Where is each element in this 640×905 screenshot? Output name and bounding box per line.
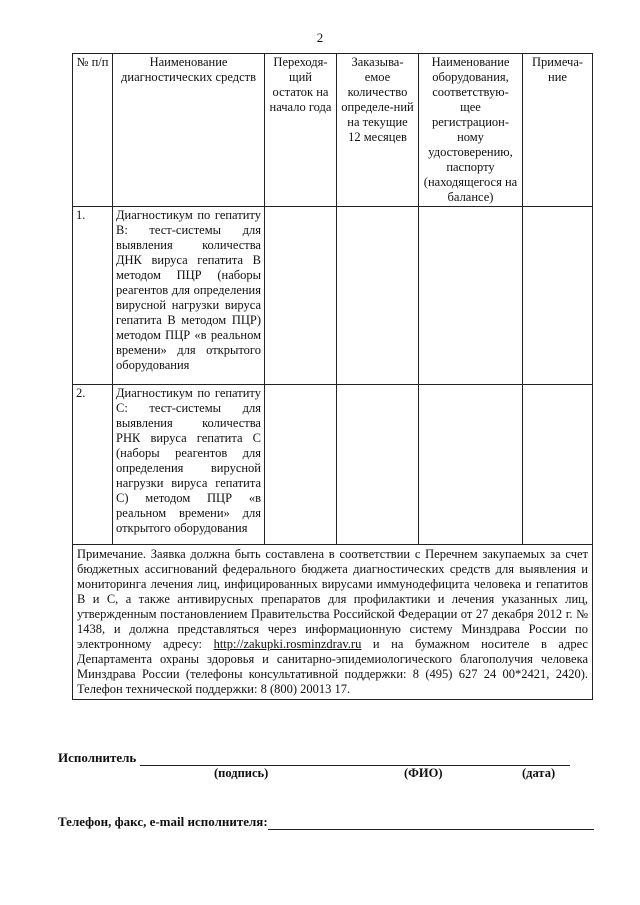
header-note: Примеча-ние: [523, 54, 593, 207]
row-num: 2.: [73, 385, 113, 545]
executor-signature-field[interactable]: [140, 753, 570, 766]
contact-line: [58, 814, 598, 830]
note-text-2: и на бумажном носителе в адрес Департамента охраны здоровья и санитарно-эпидемиологического благополучия человека Минздрава России (телефоны консультативной поддержки: 8 (495) 627 24 00*2421, 2420). Телефон технической поддержки: 8 (800) 20013 17.: [77, 637, 588, 696]
header-num: № п/п: [73, 54, 113, 207]
row-cell-empty: [523, 385, 593, 545]
executor-label: Исполнитель: [58, 750, 137, 765]
header-equipment: Наименование оборудования, соответствую-щее регистрацион-ному удостоверению, паспорту (находящегося на балансе): [419, 54, 523, 207]
row-name: Диагностикум по гепатиту В: тест-системы для выявления количества ДНК вируса гепатита В методом ПЦР (наборы реагентов для определения вирусной нагрузки вируса гепатита В методом ПЦР) методом ПЦР «в реальном времени» для открытого оборудования: [113, 207, 265, 385]
sub-sign-label: (подпись): [214, 766, 269, 780]
row-cell-empty: [523, 207, 593, 385]
row-cell-empty: [419, 385, 523, 545]
sub-date-label: (дата): [522, 766, 556, 780]
row-cell-empty: [419, 207, 523, 385]
note-row: [73, 545, 593, 700]
table-header-row: [73, 54, 593, 207]
note-cell: [73, 545, 593, 700]
header-balance: Переходя-щий остаток на начало года: [265, 54, 337, 207]
table-row: [73, 385, 593, 545]
header-quantity: Заказыва-емое количество определе-ний на текущие 12 месяцев: [337, 54, 419, 207]
row-num: 1.: [73, 207, 113, 385]
header-name: Наименование диагностических средств: [113, 54, 265, 207]
contact-field[interactable]: [268, 817, 594, 830]
table-row: [73, 207, 593, 385]
note-text-1: Примечание. Заявка должна быть составлена в соответствии с Перечнем закупаемых за счет бюджетных ассигнований федерального бюджета диагностических средств для выявления и мониторинга лечения лиц, инфицированных вирусами иммунодефицита человека и гепатитов В и С, а также антивирусных препаратов для профилактики и лечения указанных лиц, утвержденным постановлением Правительства Российской Федерации от 27 декабря 2012 г. № 1438, и должна представляться через информационную систему Минздрава России по электронному адресу:: [77, 547, 588, 651]
order-table: [72, 53, 593, 700]
row-cell-empty: [337, 385, 419, 545]
zakupki-link[interactable]: http://zakupki.rosminzdrav.ru: [213, 637, 362, 651]
row-cell-empty: [265, 385, 337, 545]
page-number: 2: [316, 30, 324, 45]
sub-name-label: (ФИО): [404, 766, 443, 780]
row-name: Диагностикум по гепатиту С: тест-системы для выявления количества РНК вируса гепатита С (наборы реагентов для определения вирусной нагрузки вируса гепатита С) методом ПЦР «в реальном времени» для открытого оборудования: [113, 385, 265, 545]
contact-label: Телефон, факс, e-mail исполнителя:: [58, 814, 268, 829]
row-cell-empty: [337, 207, 419, 385]
row-cell-empty: [265, 207, 337, 385]
executor-line: [58, 750, 598, 766]
